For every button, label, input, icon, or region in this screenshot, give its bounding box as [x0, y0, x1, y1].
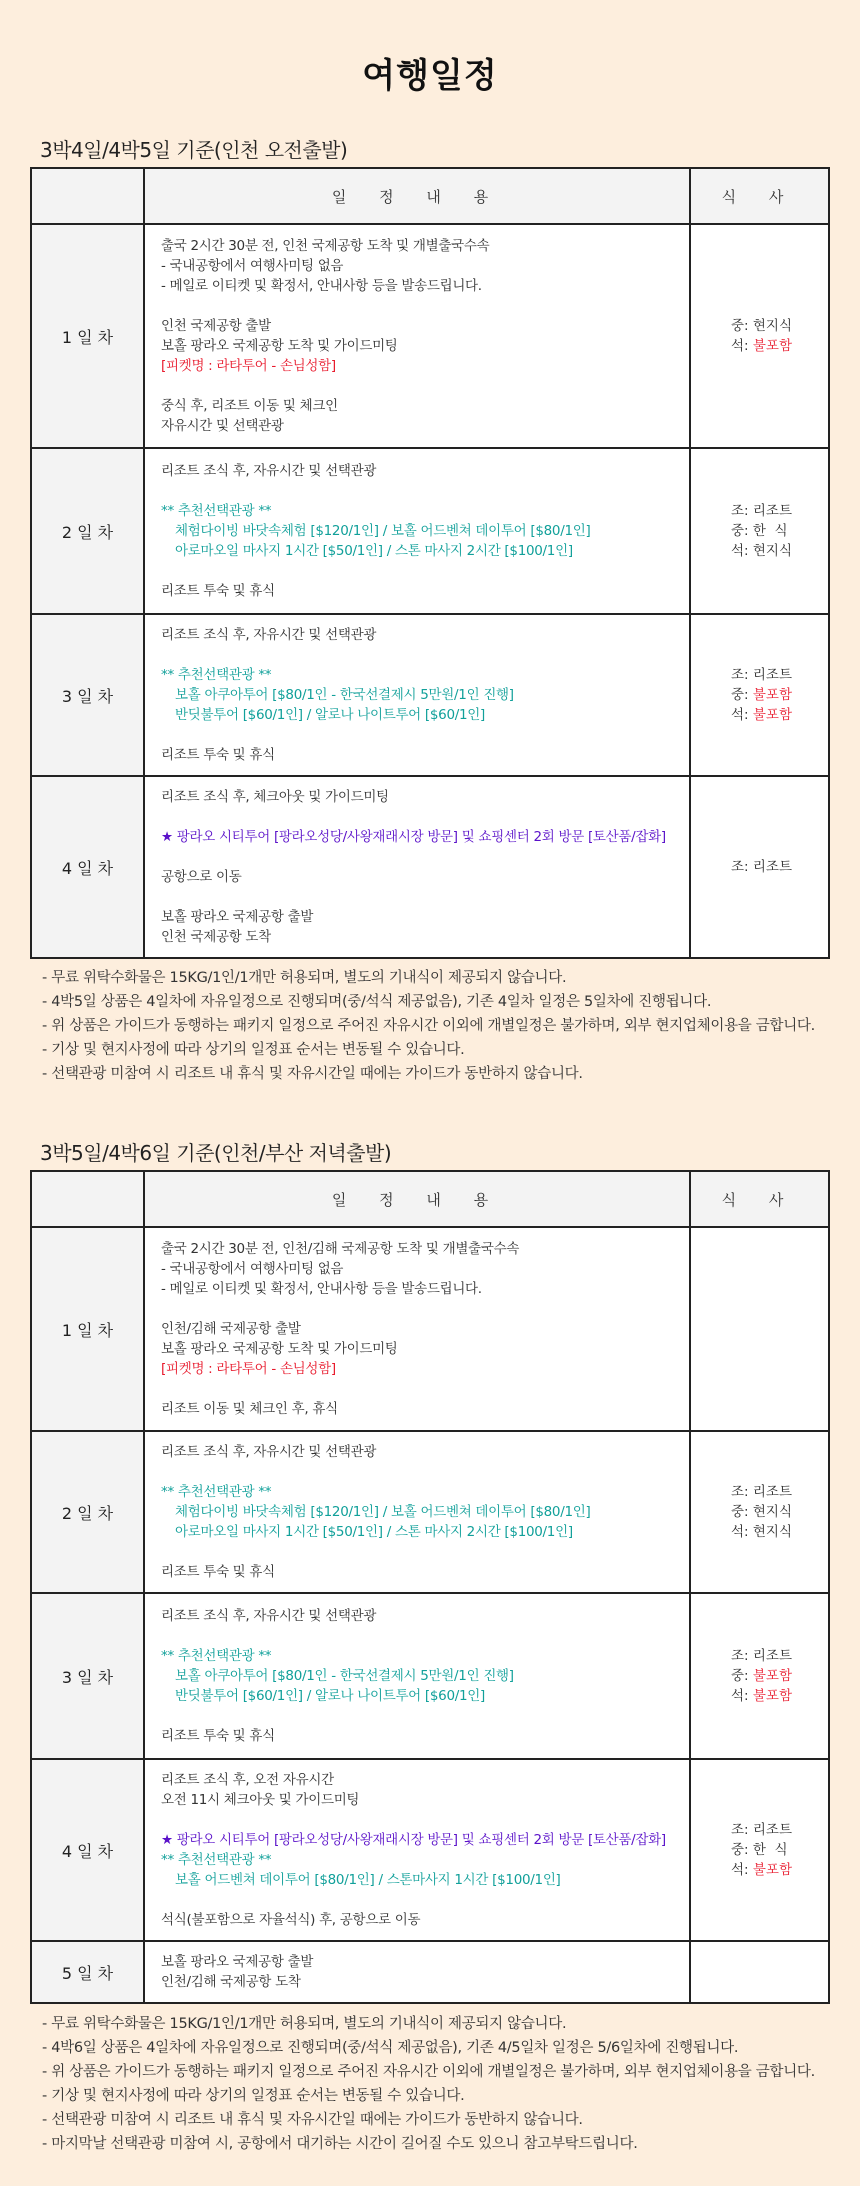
schedule-line: 리조트 이동 및 체크인 후, 휴식 [161, 1401, 338, 1417]
schedule-line: ** 추천선택관광 ** [161, 1484, 272, 1500]
blank-line [161, 807, 673, 827]
meal-label: 중: [731, 1842, 753, 1858]
schedule-line: - 국내공항에서 여행사미팅 없음 [161, 258, 344, 274]
meal-value: 현지식 [752, 318, 793, 334]
meal-value: 한 식 [752, 523, 788, 539]
itinerary-table-1 [30, 167, 830, 959]
header-day [31, 1171, 144, 1227]
table-header-row [31, 1171, 829, 1227]
day-label: 5 일 차 [31, 1941, 144, 2003]
meal-label: 석: [731, 707, 753, 723]
meal-value: 리조트 [752, 667, 793, 683]
meal-value: 리조트 [752, 1648, 793, 1664]
meal-label: 중: [731, 1504, 753, 1520]
meal-value: 불포함 [752, 1862, 793, 1878]
schedule-line: 체험다이빙 바닷속체험 [$120/1인] / 보홀 어드벤쳐 데이투어 [$80/1인] [175, 523, 591, 539]
day-label: 3 일 차 [31, 1593, 144, 1759]
meal-value: 리조트 [752, 859, 793, 875]
blank-line [161, 296, 673, 316]
blank-line [161, 847, 673, 867]
day-label: 2 일 차 [31, 1431, 144, 1593]
schedule-line: 인천 국제공항 도착 [161, 929, 271, 945]
meal-value: 불포함 [752, 707, 793, 723]
meal-line [731, 521, 788, 541]
schedule-line: [피켓명 : 라타투어 - 손님성함] [161, 1361, 336, 1377]
day-meals [690, 448, 829, 614]
note-line: - 4박6일 상품은 4일차에 자유일정으로 진행되며(중/석식 제공없음), 기존 4/5일차 일정은 5/6일차에 진행됩니다. [42, 2040, 739, 2056]
day-content [144, 1759, 690, 1941]
day-content [144, 776, 690, 958]
header-content: 일 정 내 용 [144, 168, 690, 224]
day-label: 1 일 차 [31, 1227, 144, 1431]
meal-label: 조: [731, 503, 753, 519]
schedule-line: 체험다이빙 바닷속체험 [$120/1인] / 보홀 어드벤쳐 데이투어 [$80/1인] [175, 1504, 591, 1520]
schedule-line: 오전 11시 체크아웃 및 가이드미팅 [161, 1792, 360, 1808]
table-row [31, 614, 829, 776]
schedule-line: ★ 팡라오 시티투어 [팡라오성당/사왕재래시장 방문] 및 쇼핑센터 2회 방문 [토산품/잡화] [161, 829, 666, 845]
blank-line [161, 645, 673, 665]
table-row [31, 1593, 829, 1759]
day-meals [690, 614, 829, 776]
table-row [31, 1759, 829, 1941]
schedule-line: 리조트 조식 후, 자유시간 및 선택관광 [161, 1444, 377, 1460]
meal-value: 리조트 [752, 503, 793, 519]
meal-label: 조: [731, 667, 753, 683]
day-label: 4 일 차 [31, 1759, 144, 1941]
meal-line [731, 1646, 793, 1666]
meal-line [731, 1840, 788, 1860]
header-content: 일 정 내 용 [144, 1171, 690, 1227]
schedule-line: 리조트 조식 후, 자유시간 및 선택관광 [161, 463, 377, 479]
table-header-row [31, 168, 829, 224]
schedule-line: 석식(불포함으로 자율석식) 후, 공항으로 이동 [161, 1912, 421, 1928]
schedule-line: 리조트 조식 후, 자유시간 및 선택관광 [161, 627, 377, 643]
blank-line [161, 1462, 673, 1482]
section2-title: 3박5일/4박6일 기준(인천/부산 저녁출발) [40, 1141, 392, 1165]
schedule-line: 중식 후, 리조트 이동 및 체크인 [161, 398, 338, 414]
table-row [31, 448, 829, 614]
header-day [31, 168, 144, 224]
meal-line [731, 1482, 793, 1502]
table-row [31, 1227, 829, 1431]
schedule-line: 보홀 팡라오 국제공항 도착 및 가이드미팅 [161, 1341, 398, 1357]
meal-value: 불포함 [752, 338, 793, 354]
day-meals [690, 1941, 829, 2003]
section2-notes [42, 2012, 815, 2156]
note-line: - 선택관광 미참여 시 리조트 내 휴식 및 자유시간일 때에는 가이드가 동반하지 않습니다. [42, 2112, 583, 2128]
table-row [31, 776, 829, 958]
schedule-line: ** 추천선택관광 ** [161, 1852, 272, 1868]
schedule-line: ★ 팡라오 시티투어 [팡라오성당/사왕재래시장 방문] 및 쇼핑센터 2회 방문 [토산품/잡화] [161, 1832, 666, 1848]
meal-line [731, 1686, 793, 1706]
schedule-line: ** 추천선택관광 ** [161, 503, 272, 519]
meal-label: 석: [731, 543, 753, 559]
note-line: - 위 상품은 가이드가 동행하는 패키지 일정으로 주어진 자유시간 이외에 개별일정은 불가하며, 외부 현지업체이용을 금합니다. [42, 1018, 815, 1034]
blank-line [161, 1810, 673, 1830]
day-meals [690, 776, 829, 958]
day-meals [690, 1759, 829, 1941]
blank-line [161, 376, 673, 396]
schedule-line: 아로마오일 마사지 1시간 [$50/1인] / 스톤 마사지 2시간 [$100/1인] [175, 543, 573, 559]
blank-line [161, 481, 673, 501]
meal-value: 불포함 [752, 687, 793, 703]
meal-line [731, 857, 793, 877]
meal-line [731, 316, 793, 336]
day-meals [690, 224, 829, 448]
meal-label: 조: [731, 859, 753, 875]
day-content [144, 1431, 690, 1593]
blank-line [161, 1890, 673, 1910]
meal-label: 석: [731, 1862, 753, 1878]
meal-value: 리조트 [752, 1484, 793, 1500]
note-line: - 기상 및 현지사정에 따라 상기의 일정표 순서는 변동될 수 있습니다. [42, 2088, 465, 2104]
blank-line [161, 561, 673, 581]
schedule-line: 보홀 아쿠아투어 [$80/1인 - 한국선결제시 5만원/1인 진행] [175, 687, 514, 703]
schedule-line: 반딧불투어 [$60/1인] / 알로나 나이트투어 [$60/1인] [175, 707, 485, 723]
schedule-line: 보홀 아쿠아투어 [$80/1인 - 한국선결제시 5만원/1인 진행] [175, 1668, 514, 1684]
meal-label: 조: [731, 1484, 753, 1500]
meal-line [731, 1522, 793, 1542]
schedule-line: 보홀 팡라오 국제공항 출발 [161, 1954, 314, 1970]
table-row [31, 1941, 829, 2003]
meal-line [731, 665, 793, 685]
blank-line [161, 1542, 673, 1562]
meal-line [731, 1502, 793, 1522]
meal-value: 현지식 [752, 1524, 793, 1540]
note-line: - 위 상품은 가이드가 동행하는 패키지 일정으로 주어진 자유시간 이외에 개별일정은 불가하며, 외부 현지업체이용을 금합니다. [42, 2064, 815, 2080]
page-title: 여행일정 [362, 56, 498, 96]
schedule-line: 출국 2시간 30분 전, 인천 국제공항 도착 및 개별출국수속 [161, 238, 490, 254]
meal-label: 중: [731, 523, 753, 539]
meal-line [731, 705, 793, 725]
schedule-line: 보홀 팡라오 국제공항 도착 및 가이드미팅 [161, 338, 398, 354]
meal-label: 중: [731, 318, 753, 334]
schedule-line: - 국내공항에서 여행사미팅 없음 [161, 1261, 344, 1277]
header-meal: 식 사 [690, 1171, 829, 1227]
blank-line [161, 725, 673, 745]
blank-line [161, 887, 673, 907]
day-meals [690, 1431, 829, 1593]
schedule-line: 리조트 투숙 및 휴식 [161, 1728, 275, 1744]
blank-line [161, 1299, 673, 1319]
schedule-line: ** 추천선택관광 ** [161, 667, 272, 683]
blank-line [161, 1626, 673, 1646]
day-content [144, 1227, 690, 1431]
day-meals [690, 1227, 829, 1431]
meal-line [731, 1666, 793, 1686]
meal-value: 한 식 [752, 1842, 788, 1858]
day-label: 2 일 차 [31, 448, 144, 614]
meal-value: 불포함 [752, 1688, 793, 1704]
day-label: 1 일 차 [31, 224, 144, 448]
schedule-line: 인천 국제공항 출발 [161, 318, 271, 334]
table-row [31, 224, 829, 448]
day-label: 3 일 차 [31, 614, 144, 776]
schedule-line: 리조트 투숙 및 휴식 [161, 583, 275, 599]
meal-label: 중: [731, 687, 753, 703]
day-content [144, 224, 690, 448]
note-line: - 무료 위탁수화물은 15KG/1인/1개만 허용되며, 별도의 기내식이 제공되지 않습니다. [42, 2016, 567, 2032]
schedule-line: 보홀 팡라오 국제공항 출발 [161, 909, 314, 925]
meal-line [731, 1820, 793, 1840]
meal-line [731, 685, 793, 705]
day-content [144, 1941, 690, 2003]
section1-title: 3박4일/4박5일 기준(인천 오전출발) [40, 138, 348, 162]
schedule-line: - 메일로 이티켓 및 확정서, 안내사항 등을 발송드립니다. [161, 1281, 482, 1297]
meal-line [731, 501, 793, 521]
schedule-line: 아로마오일 마사지 1시간 [$50/1인] / 스톤 마사지 2시간 [$100/1인] [175, 1524, 573, 1540]
day-meals [690, 1593, 829, 1759]
meal-value: 불포함 [752, 1668, 793, 1684]
schedule-line: 출국 2시간 30분 전, 인천/김해 국제공항 도착 및 개별출국수속 [161, 1241, 520, 1257]
note-line: - 기상 및 현지사정에 따라 상기의 일정표 순서는 변동될 수 있습니다. [42, 1042, 465, 1058]
schedule-line: 리조트 투숙 및 휴식 [161, 1564, 275, 1580]
schedule-line: 보홀 어드벤쳐 데이투어 [$80/1인] / 스톤마사지 1시간 [$100/1인] [175, 1872, 561, 1888]
meal-line [731, 1860, 793, 1880]
meal-label: 조: [731, 1822, 753, 1838]
meal-value: 리조트 [752, 1822, 793, 1838]
blank-line [161, 1706, 673, 1726]
schedule-line: 공항으로 이동 [161, 869, 242, 885]
meal-line [731, 336, 793, 356]
day-content [144, 614, 690, 776]
schedule-line: - 메일로 이티켓 및 확정서, 안내사항 등을 발송드립니다. [161, 278, 482, 294]
meal-label: 석: [731, 338, 753, 354]
note-line: - 무료 위탁수화물은 15KG/1인/1개만 허용되며, 별도의 기내식이 제공되지 않습니다. [42, 970, 567, 986]
schedule-line: ** 추천선택관광 ** [161, 1648, 272, 1664]
note-line: - 선택관광 미참여 시 리조트 내 휴식 및 자유시간일 때에는 가이드가 동반하지 않습니다. [42, 1066, 583, 1082]
meal-label: 석: [731, 1688, 753, 1704]
meal-line [731, 541, 793, 561]
meal-value: 현지식 [752, 1504, 793, 1520]
schedule-line: 리조트 조식 후, 체크아웃 및 가이드미팅 [161, 789, 389, 805]
day-content [144, 1593, 690, 1759]
schedule-line: 반딧불투어 [$60/1인] / 알로나 나이트투어 [$60/1인] [175, 1688, 485, 1704]
schedule-line: 인천/김해 국제공항 도착 [161, 1974, 301, 1990]
meal-label: 석: [731, 1524, 753, 1540]
schedule-line: 자유시간 및 선택관광 [161, 418, 284, 434]
schedule-line: 리조트 투숙 및 휴식 [161, 747, 275, 763]
header-meal: 식 사 [690, 168, 829, 224]
note-line: - 4박5일 상품은 4일차에 자유일정으로 진행되며(중/석식 제공없음), 기존 4일차 일정은 5일차에 진행됩니다. [42, 994, 712, 1010]
section1-notes [42, 966, 815, 1086]
meal-value: 현지식 [752, 543, 793, 559]
itinerary-table-2 [30, 1170, 830, 2004]
meal-label: 중: [731, 1668, 753, 1684]
note-line: - 마지막날 선택관광 미참여 시, 공항에서 대기하는 시간이 길어질 수도 있으니 참고부탁드립니다. [42, 2136, 638, 2152]
schedule-line: 리조트 조식 후, 오전 자유시간 [161, 1772, 334, 1788]
day-label: 4 일 차 [31, 776, 144, 958]
schedule-line: [피켓명 : 라타투어 - 손님성함] [161, 358, 336, 374]
schedule-line: 인천/김해 국제공항 출발 [161, 1321, 301, 1337]
table-row [31, 1431, 829, 1593]
schedule-line: 리조트 조식 후, 자유시간 및 선택관광 [161, 1608, 377, 1624]
blank-line [161, 1379, 673, 1399]
day-content [144, 448, 690, 614]
meal-label: 조: [731, 1648, 753, 1664]
